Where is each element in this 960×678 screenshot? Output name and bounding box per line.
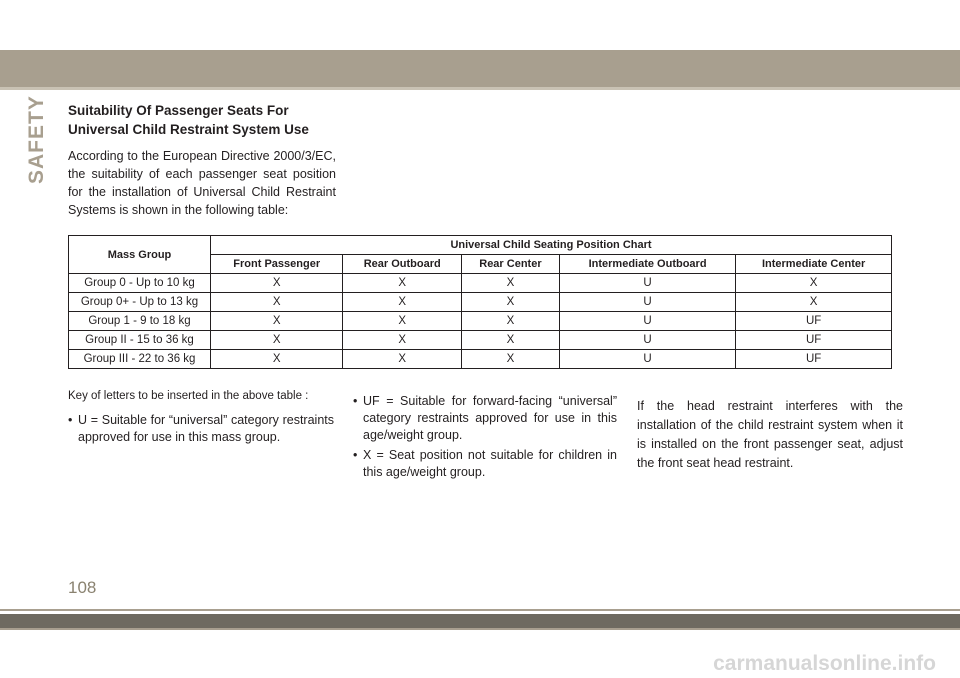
table-cell: U [559,312,735,331]
table-cell: X [736,293,892,312]
key-item-x [353,447,617,481]
mass-group-header: Mass Group [69,236,211,274]
key-item-text: U = Suitable for “universal” category restraints approved for use in this mass group. [78,413,334,444]
table-cell: X [461,331,559,350]
child-seating-chart-table [68,235,892,369]
table-cell: U [559,293,735,312]
table-cell: U [559,350,735,369]
table-cell: X [211,274,343,293]
column-header: Rear Outboard [343,255,462,274]
table-cell: X [211,331,343,350]
page-number: 108 [68,578,97,597]
column-header: Intermediate Center [736,255,892,274]
table-cell: X [343,331,462,350]
table-cell: X [461,312,559,331]
table-cell: X [461,293,559,312]
table-cell: U [559,331,735,350]
mass-group-cell: Group 0+ - Up to 13 kg [69,293,211,312]
table-cell: X [343,293,462,312]
table-cell: X [211,312,343,331]
section-heading: Suitability Of Passenger Seats For Universal Child Restraint System Use [68,103,309,137]
table-row [69,350,892,369]
column-header: Rear Center [461,255,559,274]
table-cell: X [736,274,892,293]
table-cell: X [343,350,462,369]
chart-header: Universal Child Seating Position Chart [211,236,892,255]
table-cell: UF [736,331,892,350]
table-cell: UF [736,350,892,369]
key-item-text: X = Seat position not suitable for children in this age/weight group. [363,448,617,479]
table-cell: X [343,274,462,293]
mass-group-cell: Group II - 15 to 36 kg [69,331,211,350]
key-item-uf [353,393,617,444]
table-row [69,274,892,293]
table-cell: U [559,274,735,293]
key-title: Key of letters to be inserted in the above table : [68,390,309,402]
table-cell: UF [736,312,892,331]
head-restraint-note: If the head restraint interferes with the installation of the child restraint system when it is installed on the front passenger seat, adjust the front seat head restraint. [637,399,903,470]
bullet-mark: • [68,413,73,427]
footer-band [0,614,960,628]
header-band-accent [0,87,960,90]
table-cell: X [211,293,343,312]
key-item-text: UF = Suitable for forward-facing “universal” category restraints approved for use in this age/weight group. [363,394,617,442]
column-header: Front Passenger [211,255,343,274]
header-band [0,50,960,87]
table-cell: X [461,350,559,369]
footer-rule [0,609,960,611]
table-row [69,331,892,350]
mass-group-cell: Group 1 - 9 to 18 kg [69,312,211,331]
table-cell: X [211,350,343,369]
table-cell: X [461,274,559,293]
footer-rule-lower [0,628,960,630]
mass-group-cell: Group III - 22 to 36 kg [69,350,211,369]
top-margin [0,0,960,50]
table-row [69,312,892,331]
watermark-text: carmanualsonline.info [713,652,936,675]
mass-group-cell: Group 0 - Up to 10 kg [69,274,211,293]
column-header: Intermediate Outboard [559,255,735,274]
bullet-mark: • [353,448,358,462]
table-cell: X [343,312,462,331]
intro-paragraph: According to the European Directive 2000/3/EC, the suitability of each passenger seat position for the installation of Universal Child Restraint Systems is shown in the following table: [68,149,336,217]
key-item-u [68,412,334,446]
bullet-mark: • [353,394,358,408]
section-tab-label: SAFETY [25,95,48,185]
table-row [69,293,892,312]
